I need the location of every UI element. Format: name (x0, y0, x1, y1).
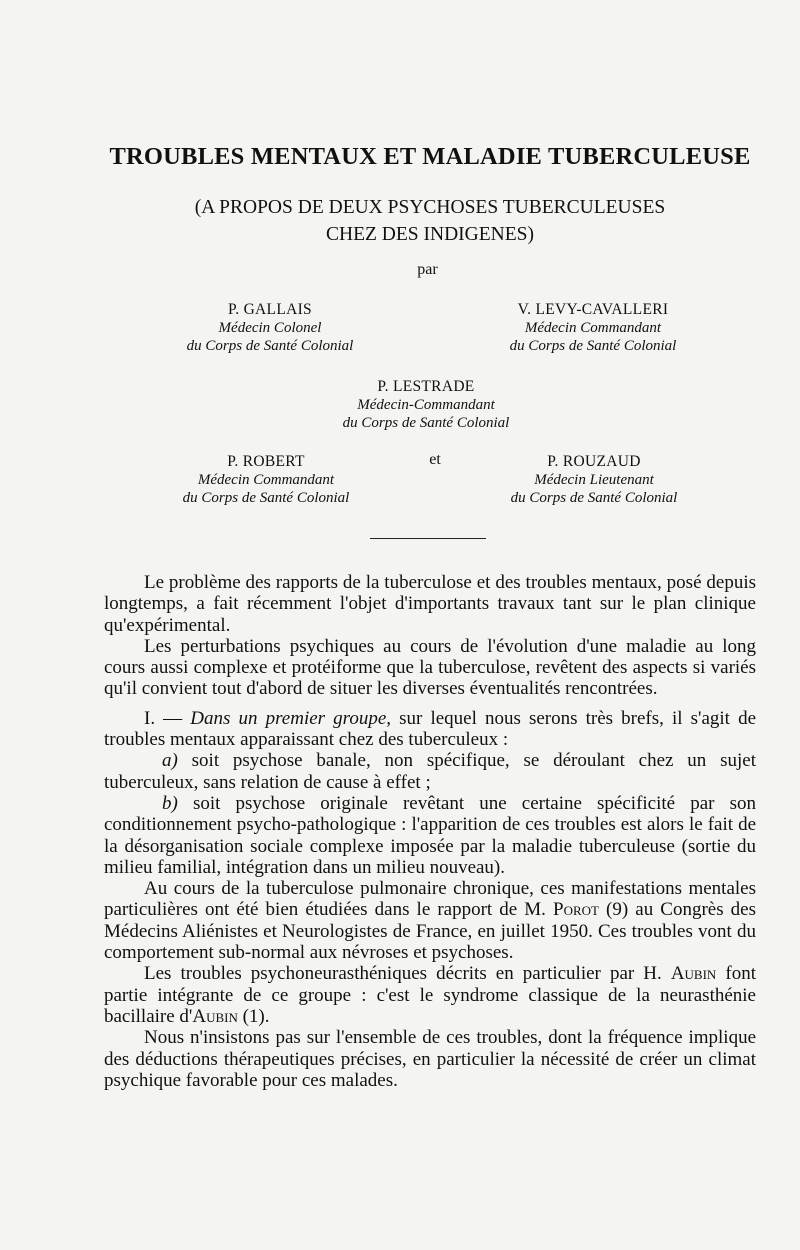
author-corps: du Corps de Santé Colonial (182, 490, 350, 506)
author-name: P. ROUZAUD (547, 453, 641, 470)
subtitle-line-1: (A PROPOS DE DEUX PSYCHOSES TUBERCULEUSES (194, 197, 666, 218)
author-corps: du Corps de Santé Colonial (342, 415, 510, 431)
paragraph-text: Les troubles psychoneurasthéniques décrits en particulier par H. (144, 963, 671, 985)
paragraph-text: Au cours de la tuberculose pulmonaire chronique, ces manifestations mentales particulières ont été bien étudiées dans le rapport de M. (104, 878, 756, 921)
list-label: b) (162, 792, 178, 814)
author-rouzaud (464, 453, 724, 507)
paragraph-3 (104, 708, 756, 751)
author-corps: du Corps de Santé Colonial (510, 490, 678, 506)
cited-author: Aubin (192, 1005, 238, 1027)
section-divider (370, 538, 486, 539)
author-name: P. LESTRADE (377, 378, 475, 395)
cited-author: Porot (553, 899, 599, 921)
list-text: soit psychose originale revêtant une certaine spécificité par son conditionnement psycho-pathologique : l'apparition de ces troubles est alors le fait de la désorganisation sociale complexe imposée par la maladie tuberculeuse (sortie du milieu familial, intégration dans un milieu nouveau). (104, 792, 756, 878)
author-role: Médecin-Commandant (357, 397, 495, 413)
author-corps: du Corps de Santé Colonial (509, 338, 677, 354)
list-item-b (104, 793, 756, 878)
author-gallais (140, 301, 400, 355)
paragraph-2: Les perturbations psychiques au cours de l'évolution d'une maladie au long cours aussi complexe et protéiforme que la tuberculose, revêtent des aspects si variés qu'il convient tout d'abord de situer les diverses éventualités rencontrées. (104, 635, 756, 700)
section-number: I. — (144, 707, 191, 729)
author-role: Médecin Commandant (197, 472, 335, 488)
paragraph-4 (104, 878, 756, 963)
paragraph-text: (1). (237, 1005, 270, 1027)
subtitle-line-2: CHEZ DES INDIGENES) (326, 224, 534, 245)
author-name: P. GALLAIS (228, 301, 312, 318)
paragraph-text: (9) au Congrès des Médecins Aliénistes et Neurologistes de France, en juillet 1950. Ces troubles vont du comportement sub-normal aux névroses et psychoses. (104, 899, 757, 964)
paragraph-text: sur lequel nous serons très brefs, il s'agit de troubles mentaux apparaissant chez des tuberculeux : (104, 707, 756, 751)
paragraph-6: Nous n'insistons pas sur l'ensemble de ces troubles, dont la fréquence implique des déductions thérapeutiques précises, en particulier la nécessité de créer un climat psychique favorable pour ces malades. (104, 1027, 756, 1091)
paragraph-text: font partie intégrante de ce groupe : c'est le syndrome classique de la neurasthénie bacillaire d' (104, 963, 756, 1027)
author-role: Médecin Colonel (218, 320, 322, 336)
paragraph-1: Le problème des rapports de la tuberculose et des troubles mentaux, posé depuis longtemps, a fait récemment l'objet d'importants travaux tant sur le plan clinique qu'expérimental. (104, 572, 756, 636)
author-corps: du Corps de Santé Colonial (186, 338, 354, 354)
article-title: TROUBLES MENTAUX ET MALADIE TUBERCULEUSE (109, 143, 751, 170)
author-levy-cavalleri (463, 301, 723, 355)
author-role: Médecin Commandant (524, 320, 662, 336)
article-subtitle (60, 194, 800, 248)
by-line: par (417, 261, 438, 278)
list-item-a (104, 750, 756, 793)
author-conjunction: et (429, 451, 441, 468)
list-label: a) (162, 750, 178, 772)
author-name: V. LEVY-CAVALLERI (517, 301, 669, 318)
emphasis: Dans un premier groupe, (190, 707, 392, 729)
list-text: soit psychose banale, non spécifique, se déroulant chez un sujet tuberculeux, sans relation de cause à effet ; (104, 750, 756, 793)
author-name: P. ROBERT (227, 453, 305, 470)
author-role: Médecin Lieutenant (534, 472, 654, 488)
cited-author: Aubin (670, 963, 717, 985)
author-robert (136, 453, 396, 507)
author-lestrade (296, 378, 556, 432)
paragraph-5 (104, 963, 756, 1027)
article-body (104, 572, 756, 1091)
